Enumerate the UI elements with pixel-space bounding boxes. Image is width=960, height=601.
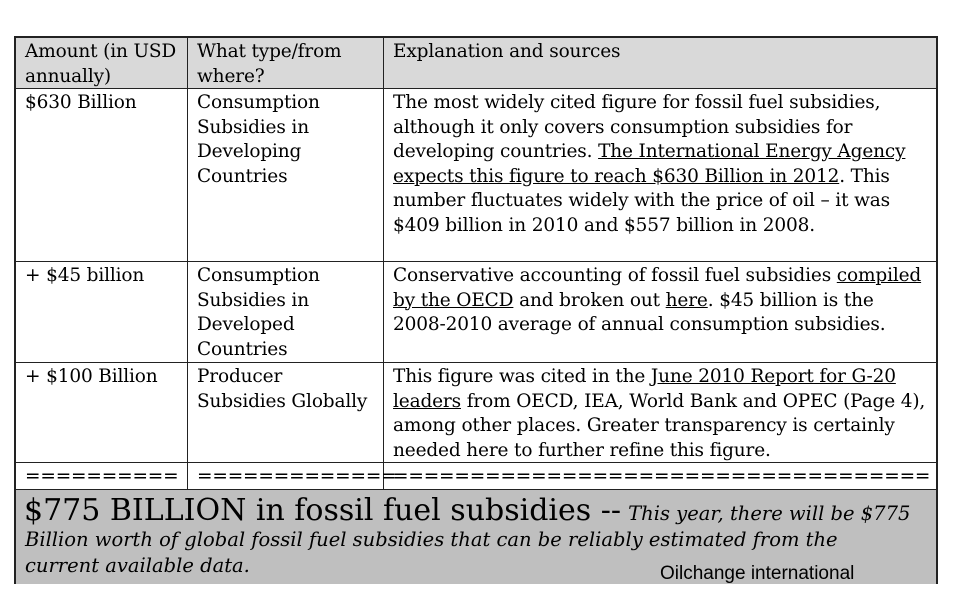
separator-explanation: ===================================	[393, 466, 931, 487]
g20-report-link[interactable]: June 2010 Report for G-20 leaders	[393, 366, 896, 412]
amount-cell: + $45 billion	[16, 262, 188, 362]
separator-type: =============	[188, 463, 384, 489]
explanation-cell	[384, 89, 936, 261]
explanation-cell	[384, 262, 936, 362]
explanation-text: . $45 billion is the 2008-2010 average of annual consumption subsidies.	[393, 289, 886, 336]
separator-row	[16, 463, 936, 490]
header-amount: Amount (in USD annually)	[16, 38, 188, 88]
explanation-text: Conservative accounting of fossil fuel subsidies	[393, 265, 837, 286]
amount-cell: $630 Billion	[16, 89, 188, 261]
explanation-text: and broken out	[513, 289, 666, 311]
explanation-text: . This number fluctuates widely with the price of oil – it was $409 billion in 2010 and $557 billion in 2008.	[393, 165, 890, 236]
header-explanation: Explanation and sources	[393, 41, 621, 62]
explanation-text: The most widely cited figure for fossil fuel subsidies, although it only covers consumption subsidies for developing countries.	[393, 92, 881, 163]
here-link[interactable]: here	[665, 289, 708, 311]
explanation-text: This figure was cited in the	[393, 366, 651, 387]
table-row	[16, 363, 936, 463]
summary-box	[16, 490, 936, 584]
header-type: What type/from where?	[188, 38, 384, 88]
type-cell: Consumption Subsidies in Developed Countries	[188, 262, 384, 362]
subsidies-table	[14, 36, 938, 584]
type-cell: Producer Subsidies Globally	[188, 363, 384, 462]
type-cell: Consumption Subsidies in Developing Countries	[188, 89, 384, 261]
table-row	[16, 262, 936, 363]
table-header-row	[16, 38, 936, 89]
table-row	[16, 89, 936, 262]
amount-cell: + $100 Billion	[16, 363, 188, 462]
summary-detail: This year, there will be $775 Billion worth of global fossil fuel subsidies that can be reliably estimated from the current available data.	[25, 502, 911, 577]
explanation-cell	[384, 363, 936, 462]
explanation-text: from OECD, IEA, World Bank and OPEC (Page 4), among other places. Greater transparency is certainly needed here to further refine this figure.	[393, 390, 926, 461]
summary-headline: $775 BILLION in fossil fuel subsidies --	[24, 493, 621, 528]
oecd-link[interactable]: compiled by the OECD	[393, 265, 922, 311]
separator-amount: ==========	[16, 463, 188, 489]
iea-link[interactable]: The International Energy Agency expects this figure to reach $630 Billion in 2012	[393, 141, 906, 187]
source-credit: Oilchange international	[660, 563, 855, 584]
